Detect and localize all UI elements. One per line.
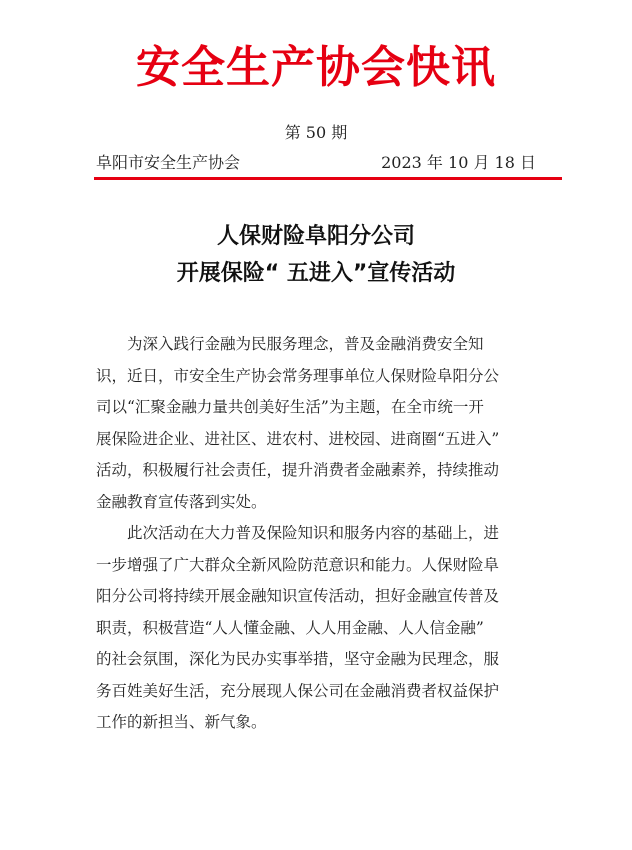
article-paragraph-2 [96,518,544,739]
paragraph-line: 展保险进企业、进社区、进农村、进校园、进商圈“五进入” [96,429,500,448]
issuer-name: 阜阳市安全生产协会 [96,153,241,172]
issue-date: 2023 年 10 月 18 日 [381,153,536,172]
paragraph-line: 的社会氛围，深化为民办实事举措，坚守金融为民理念，服 [96,650,500,668]
paragraph-line: 活动，积极履行社会责任，提升消费者金融素养，持续推动 [96,461,500,479]
masthead-title: 安全生产协会快讯 [136,42,496,93]
red-divider-rule [94,177,562,180]
article-paragraph-1 [96,329,544,518]
paragraph-line: 工作的新担当、新气象。 [96,713,267,731]
article-title-line-2: 开展保险“ 五进入”宣传活动 [176,261,456,286]
paragraph-line: 司以“汇聚金融力量共创美好生活”为主题，在全市统一开 [96,398,484,416]
paragraph-line: 职责，积极营造“人人懂金融、人人用金融、人人信金融” [96,618,484,637]
paragraph-line: 务百姓美好生活，充分展现人保公司在金融消费者权益保护 [96,681,500,700]
paragraph-line: 金融教育宣传落到实处。 [96,492,267,511]
paragraph-line: 为深入践行金融为民服务理念，普及金融消费安全知 [127,335,484,353]
paragraph-line: 一步增强了广大群众全新风险防范意识和能力。人保财险阜 [96,555,500,574]
paragraph-line: 识，近日，市安全生产协会常务理事单位人保财险阜阳分公 [96,366,500,385]
paragraph-line: 此次活动在大力普及保险知识和服务内容的基础上，进 [127,524,500,542]
paragraph-line: 阳分公司将持续开展金融知识宣传活动，担好金融宣传普及 [96,587,500,605]
issue-number: 第 50 期 [284,123,348,142]
article-title-line-1: 人保财险阜阳分公司 [216,224,415,249]
